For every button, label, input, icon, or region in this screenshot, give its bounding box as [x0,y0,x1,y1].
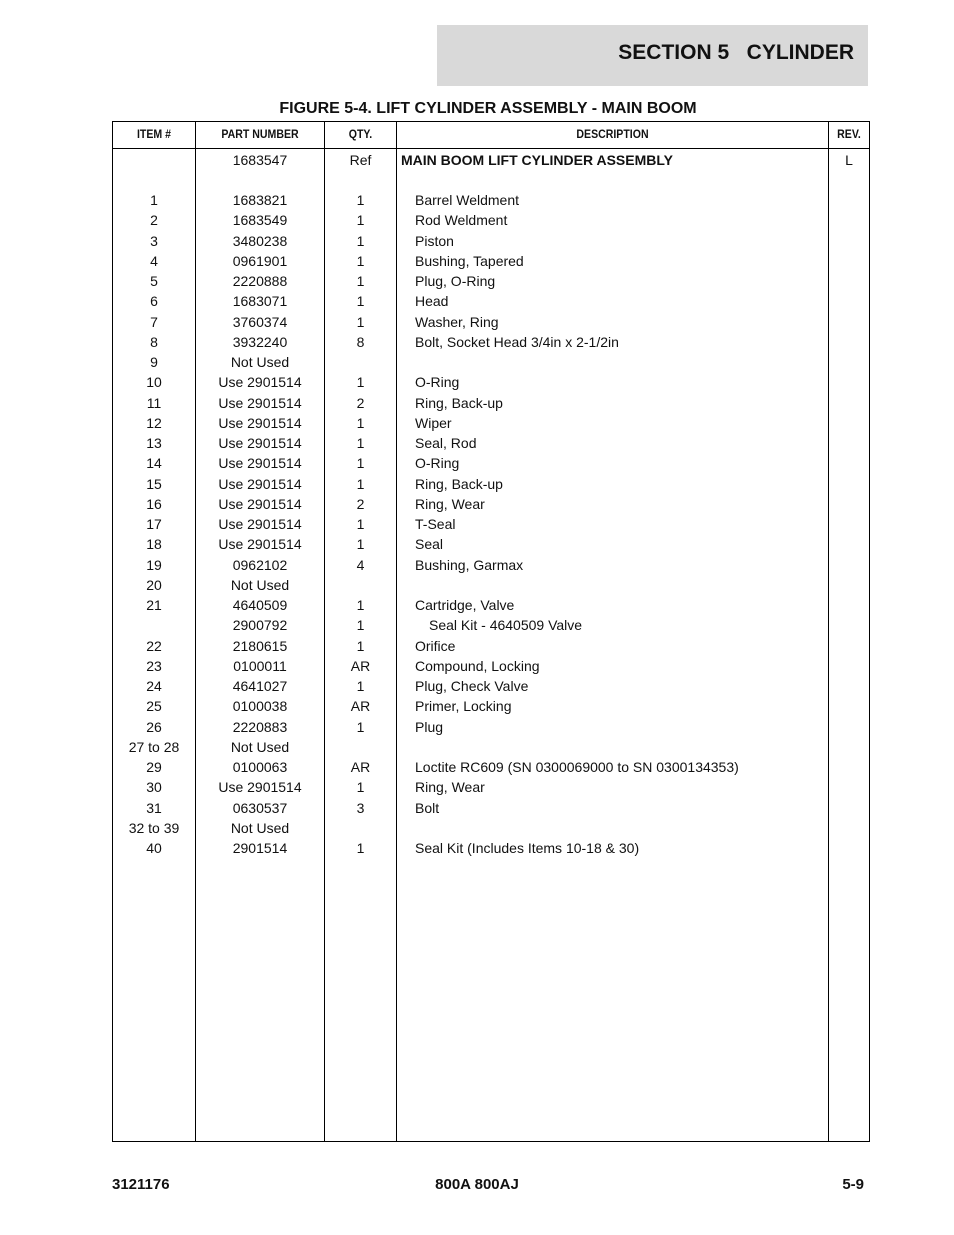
description-cell: Plug [415,718,444,735]
part-number-cell: Use 2901514 [218,435,302,451]
item-number-cell: 29 [146,759,162,775]
part-number-cell: Not Used [230,576,290,593]
quantity-cell: 1 [356,455,365,472]
item-number-cell: 9 [150,354,158,370]
item-number-cell: 15 [146,475,162,492]
item-number-cell: 13 [146,435,162,451]
part-number-cell: 2220888 [232,273,288,289]
revision-cell: L [845,152,853,168]
quantity-cell: 1 [356,779,365,796]
part-number-cell: 0100038 [232,698,288,715]
part-number-cell: 2901514 [232,840,288,856]
quantity-cell: 1 [356,516,365,532]
part-number-cell: 1683071 [232,293,288,310]
table-row [113,393,869,413]
table-row [113,595,869,615]
description-cell: Ring, Back-up [415,394,503,411]
description-cell: Bolt [415,799,440,816]
item-number-cell: 23 [146,657,162,674]
part-number-cell: 0100011 [233,657,287,674]
item-number-cell: 8 [150,333,158,350]
item-number-cell: 24 [146,678,162,694]
table-row [113,150,869,170]
part-number-cell: 2900792 [232,617,288,634]
item-number-cell: 25 [146,698,162,715]
item-number-cell: 20 [146,576,162,593]
quantity-cell: 1 [356,313,365,330]
item-number-cell: 19 [146,556,162,573]
table-row [113,514,869,534]
item-number-cell: 40 [146,840,162,856]
description-cell: Bushing, Garmax [415,556,524,573]
quantity-cell: 1 [356,374,365,391]
item-number-cell: 18 [146,536,162,553]
description-cell: Ring, Wear [415,779,485,796]
part-number-cell: 3480238 [232,232,288,249]
part-number-cell: 0100063 [232,759,288,775]
description-cell: T-Seal [415,516,456,532]
quantity-cell: 4 [356,556,365,573]
description-cell: Washer, Ring [415,313,499,330]
table-row [113,413,869,433]
description-cell: O-Ring [415,455,460,472]
table-row [113,190,869,210]
footer-doc-number: 3121176 [112,1176,170,1193]
quantity-cell: 1 [356,252,365,269]
table-row [113,433,869,453]
item-number-cell: 32 to 39 [128,819,180,836]
table-row [113,838,869,858]
part-number-cell: Use 2901514 [218,414,302,431]
section-title: SECTION 5 CYLINDER [618,41,854,64]
quantity-cell: 1 [356,435,365,451]
part-number-cell: Use 2901514 [218,779,302,796]
description-cell: O-Ring [415,374,460,391]
quantity-cell: 1 [356,293,365,310]
table-row [113,737,869,757]
table-row [113,271,869,291]
quantity-cell: 1 [356,718,365,735]
description-cell: Seal Kit - 4640509 Valve [429,617,583,634]
quantity-cell: AR [350,759,371,775]
item-number-cell: 26 [146,718,162,735]
footer-models: 800A 800AJ [435,1176,519,1193]
quantity-cell: 1 [356,273,365,289]
item-number-cell: 27 to 28 [128,738,180,755]
table-row [113,251,869,271]
description-cell: Piston [415,232,454,249]
part-number-cell: 0630537 [232,799,288,816]
quantity-cell: 1 [356,617,365,634]
quantity-cell: 2 [356,495,365,512]
table-row [113,534,869,554]
description-cell: Seal Kit (Includes Items 10-18 & 30) [415,840,640,856]
description-cell: Orifice [415,637,456,654]
description-cell: Ring, Wear [415,495,485,512]
quantity-cell: 1 [356,192,365,208]
description-cell: Bushing, Tapered [415,252,524,269]
description-cell: Bolt, Socket Head 3/4in x 2-1/2in [415,333,619,350]
table-row [113,615,869,635]
description-cell: Loctite RC609 (SN 0300069000 to SN 0300134353) [415,759,739,775]
quantity-cell: 1 [356,232,365,249]
quantity-cell: AR [350,657,371,674]
header-item: ITEM # [136,127,172,141]
quantity-cell: Ref [349,152,372,168]
section-header-box [437,25,868,86]
footer-page-number: 5-9 [842,1176,864,1193]
header-divider [113,148,869,149]
part-number-cell: 3760374 [232,313,288,330]
part-number-cell: 4640509 [232,597,288,613]
item-number-cell: 12 [146,414,162,431]
item-number-cell: 31 [146,799,162,816]
item-number-cell: 6 [150,293,158,310]
item-number-cell: 21 [146,597,162,613]
header-qty: QTY. [348,127,373,141]
part-number-cell: Use 2901514 [218,475,302,492]
table-row [113,676,869,696]
quantity-cell: 8 [356,333,365,350]
part-number-cell: Use 2901514 [218,374,302,391]
part-number-cell: 4641027 [232,678,288,694]
table-row [113,312,869,332]
quantity-cell: 2 [356,394,365,411]
table-row [113,717,869,737]
table-row [113,372,869,392]
table-row [113,555,869,575]
quantity-cell: 1 [356,414,365,431]
description-cell: MAIN BOOM LIFT CYLINDER ASSEMBLY [401,152,673,168]
table-row [113,494,869,514]
table-row [113,210,869,230]
description-cell: Compound, Locking [415,657,540,674]
description-cell: Ring, Back-up [415,475,503,492]
item-number-cell: 4 [150,252,158,269]
quantity-cell: 3 [356,799,365,816]
item-number-cell: 11 [146,394,162,411]
part-number-cell: Use 2901514 [218,495,302,512]
quantity-cell: 1 [356,597,365,613]
table-row [113,352,869,372]
table-row [113,818,869,838]
part-number-cell: 0962102 [232,556,288,573]
description-cell: Head [415,293,449,310]
figure-title: FIGURE 5-4. LIFT CYLINDER ASSEMBLY - MAIN BOOM [279,100,697,117]
item-number-cell: 10 [146,374,162,391]
part-number-cell: 2220883 [232,718,288,735]
description-cell: Plug, O-Ring [415,273,496,289]
part-number-cell: Use 2901514 [218,516,302,532]
parts-table [112,121,870,1142]
part-number-cell: Use 2901514 [218,455,302,472]
table-row [113,696,869,716]
header-description: DESCRIPTION [576,127,649,141]
description-cell: Seal, Rod [415,435,477,451]
item-number-cell: 3 [150,232,158,249]
part-number-cell: Use 2901514 [218,536,302,553]
description-cell: Seal [415,536,444,553]
part-number-cell: 1683547 [232,152,288,168]
quantity-cell: 1 [356,475,365,492]
table-row [113,757,869,777]
description-cell: Plug, Check Valve [415,678,529,694]
table-row [113,575,869,595]
table-row [113,474,869,494]
item-number-cell: 30 [146,779,162,796]
part-number-cell: 1683549 [232,212,288,229]
item-number-cell: 1 [150,192,158,208]
part-number-cell: 3932240 [232,333,288,350]
item-number-cell: 16 [146,495,162,512]
part-number-cell: Not Used [230,738,290,755]
part-number-cell: 0961901 [232,252,288,269]
part-number-cell: 1683821 [232,192,288,208]
header-part-number: PART NUMBER [221,127,299,141]
quantity-cell: AR [350,698,371,715]
description-cell: Cartridge, Valve [415,597,515,613]
description-cell: Wiper [415,414,452,431]
quantity-cell: 1 [356,678,365,694]
quantity-cell: 1 [356,536,365,553]
table-row [113,453,869,473]
description-cell: Rod Weldment [415,212,508,229]
quantity-cell: 1 [356,212,365,229]
item-number-cell: 2 [150,212,158,229]
part-number-cell: Use 2901514 [218,394,302,411]
table-row [113,231,869,251]
item-number-cell: 5 [150,273,158,289]
header-rev: REV. [837,127,861,141]
item-number-cell: 7 [150,313,158,330]
table-row [113,332,869,352]
item-number-cell: 17 [146,516,162,532]
item-number-cell: 22 [146,637,162,654]
part-number-cell: Not Used [230,819,290,836]
part-number-cell: Not Used [230,354,290,370]
table-row [113,291,869,311]
part-number-cell: 2180615 [232,637,288,654]
quantity-cell: 1 [356,840,365,856]
item-number-cell: 14 [146,455,162,472]
description-cell: Primer, Locking [415,698,512,715]
table-row [113,636,869,656]
table-row [113,656,869,676]
table-row [113,777,869,797]
quantity-cell: 1 [356,637,365,654]
table-row [113,798,869,818]
description-cell: Barrel Weldment [415,192,520,208]
